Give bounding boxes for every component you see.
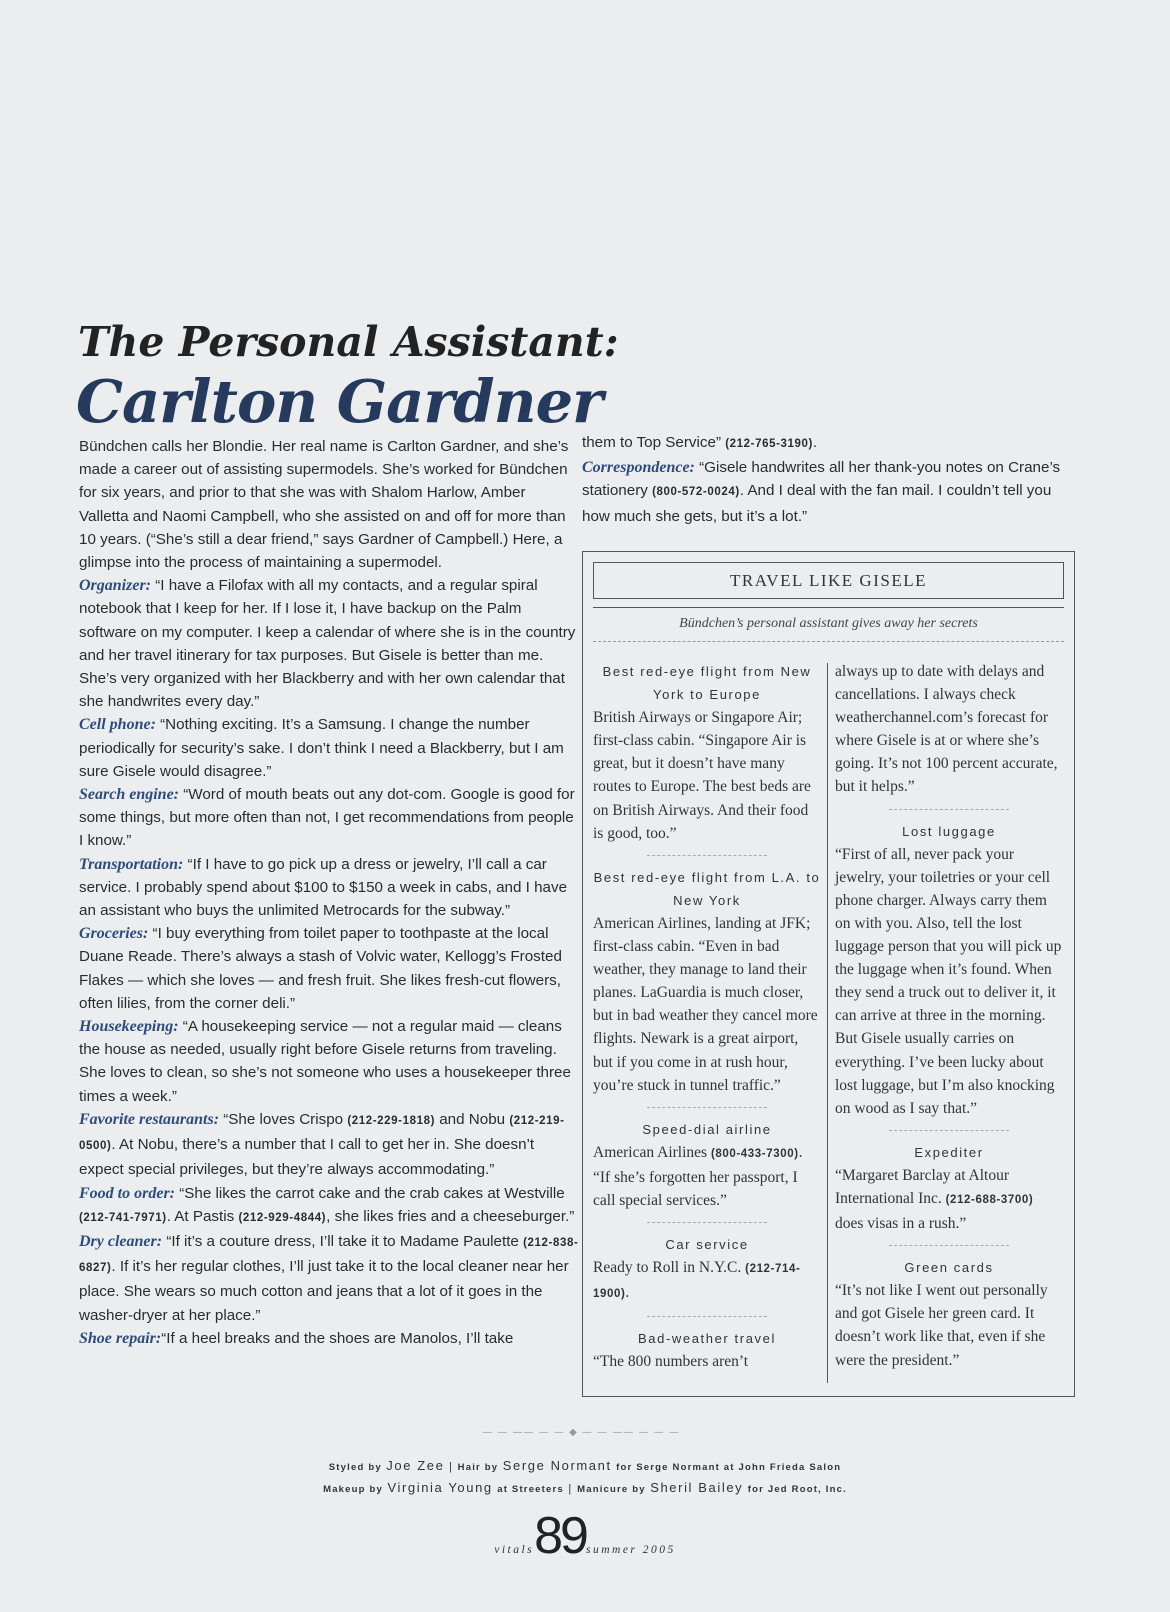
tip-body	[593, 1141, 821, 1212]
tip-heading: Expediter	[914, 1144, 984, 1160]
entry-text: “If a heel breaks and the shoes are Manolos, I’ll take	[161, 1329, 514, 1347]
credit-name: Joe Zee	[386, 1458, 445, 1473]
tip-text: “Margaret Barclay at Altour International Inc.	[835, 1166, 1010, 1207]
article-kicker: The Personal Assistant:	[78, 318, 619, 366]
entry-food-to-order	[79, 1182, 579, 1230]
entry-label: Cell phone:	[79, 716, 156, 734]
entry-text: . If it’s her regular clothes, I’ll just take it to the local cleaner near her place. She wears so much cotton and jeans that a lot of it goes in the washer-dryer at her place.”	[79, 1258, 569, 1324]
issue-date: summer 2005	[585, 1544, 676, 1556]
tip-separator	[647, 1222, 767, 1223]
tip-body	[593, 1256, 821, 1306]
travel-sidebar	[582, 551, 1075, 1397]
entry-label: Housekeeping:	[79, 1018, 179, 1036]
tip-heading: Car service	[665, 1237, 749, 1253]
credit-name: Sheril Bailey	[650, 1480, 744, 1495]
credits-line-1	[0, 1458, 1170, 1473]
tip-heading: Green cards	[904, 1260, 994, 1276]
tip-separator	[889, 1245, 1009, 1246]
credit-separator: |	[448, 1461, 458, 1473]
page-folio	[0, 1508, 1170, 1564]
credit-label: Hair by	[457, 1462, 499, 1473]
entry-label: Favorite restaurants:	[79, 1110, 220, 1128]
phone-number: (800-572-0024)	[652, 486, 740, 499]
credit-name: Serge Normant	[502, 1458, 612, 1473]
main-column-left	[79, 435, 579, 1350]
entry-label: Food to order:	[79, 1184, 175, 1202]
credit-label: Makeup by	[323, 1484, 383, 1495]
tip-body: “It’s not like I went out personally and got Gisele her green card. It doesn’t work like that, even if she were the president.”	[835, 1282, 1048, 1369]
page-number: 89	[534, 1507, 586, 1565]
tip-heading: Lost luggage	[902, 823, 996, 839]
phone-number: (212-219-0500)	[79, 1114, 565, 1153]
tip-body	[835, 1164, 1063, 1235]
entry-text: “Nothing exciting. It’s a Samsung. I change the number periodically for security’s sake. I don’t think I need a Blackberry, but I am sure Gisele would disagree.”	[79, 716, 564, 780]
tip-separator	[647, 1107, 767, 1108]
entry-shoe-repair-end	[582, 431, 1062, 456]
phone-number: (212-688-3700)	[945, 1193, 1034, 1206]
entry-housekeeping	[79, 1015, 579, 1108]
phone-number: (212-741-7971)	[79, 1211, 167, 1224]
entry-shoe-repair-start	[79, 1327, 579, 1350]
main-column-right	[582, 431, 1062, 528]
sidebar-divider	[593, 607, 1064, 608]
entry-label: Dry cleaner:	[79, 1232, 163, 1250]
entry-text: “I buy everything from toilet paper to toothpaste at the local Duane Reade. There’s always a stash of Volvic water, Kellogg’s Frosted Flakes — which she loves — and fresh fruit. She likes fresh-cut flowers, often lilies, from the corner deli.”	[79, 925, 562, 1012]
entry-transportation	[79, 853, 579, 923]
article-title: Carlton Gardner	[76, 367, 603, 436]
sidebar-divider	[593, 641, 1064, 642]
entry-text: “If it’s a couture dress, I’ll take it to Madame Paulette	[162, 1232, 524, 1250]
tip-body: “The 800 numbers aren’t	[593, 1353, 749, 1371]
entry-label: Organizer:	[79, 577, 152, 595]
credit-name: Virginia Young	[387, 1480, 493, 1495]
entry-organizer	[79, 574, 579, 713]
entry-label: Groceries:	[79, 925, 149, 943]
entry-text: . At Pastis	[166, 1207, 239, 1225]
tip-separator	[647, 1316, 767, 1317]
tip-text: .	[625, 1284, 630, 1302]
tip-text: American Airlines	[593, 1143, 711, 1161]
credit-label: at Streeters	[497, 1484, 564, 1495]
tip-body: always up to date with delays and cancellations. I always check weatherchannel.com’s forecast for where Gisele is at or where she’s going. It’s not 100 percent accurate, but it helps.”	[835, 663, 1058, 796]
entry-text: . And I deal with the fan mail. I couldn’t tell you how much she gets, but it’s a lot.”	[582, 482, 1052, 525]
entry-text: .	[812, 434, 818, 451]
tip-separator	[889, 1130, 1009, 1131]
credit-label: for Serge Normant at John Frieda Salon	[616, 1462, 842, 1473]
entry-label: Correspondence:	[582, 459, 695, 477]
entry-correspondence	[582, 456, 1062, 528]
tip-heading: Bad-weather travel	[638, 1331, 776, 1347]
entry-text: “A housekeeping service — not a regular maid — cleans the house as needed, usually right before Gisele returns from traveling. She loves to clean, so she’s not someone who uses a housekeeper three times a week.”	[79, 1018, 571, 1105]
sidebar-column-right	[835, 660, 1063, 1372]
entry-text: and Nobu	[435, 1110, 510, 1128]
phone-number: (212-929-4844)	[238, 1211, 327, 1224]
phone-number: (212-765-3190)	[725, 438, 813, 450]
tip-heading: Best red-eye flight from L.A. to New York	[593, 869, 821, 908]
tip-text: . “If she’s forgotten her passport, I call special services.”	[593, 1143, 803, 1209]
entry-groceries	[79, 922, 579, 1015]
tip-separator	[647, 855, 767, 856]
sidebar-column-left	[593, 660, 821, 1374]
entry-dry-cleaner	[79, 1230, 579, 1327]
phone-number: (800-433-7300)	[710, 1147, 799, 1160]
credit-label: Manicure by	[577, 1484, 646, 1495]
sidebar-column-rule	[827, 663, 828, 1383]
credit-label: Styled by	[328, 1462, 382, 1473]
phone-number: (212-838-6827)	[79, 1236, 579, 1275]
ornament-divider: — — —— — — ◆ — — —— — — —	[482, 1427, 680, 1438]
tip-text: Ready to Roll in N.Y.C.	[593, 1259, 746, 1277]
sidebar-subtitle: Bündchen’s personal assistant gives away her secrets	[679, 616, 978, 631]
credits-line-2	[0, 1480, 1170, 1495]
tip-heading: Best red-eye flight from New York to Europe	[602, 664, 812, 703]
entry-text: , she likes fries and a cheeseburger.”	[326, 1207, 575, 1225]
phone-number: (212-229-1818)	[347, 1114, 436, 1127]
tip-body: British Airways or Singapore Air; first-class cabin. “Singapore Air is great, but it doesn’t have many routes to Europe. The best beds are on British Airways. And their food is good, too.”	[593, 709, 811, 842]
entry-text: “I have a Filofax with all my contacts, and a regular spiral notebook that I keep for her. If I lose it, I have backup on the Palm software on my computer. I keep a calendar of where she is in the country and her travel itinerary for tax purposes. But Gisele is better than me. She’s very organized with her Blackberry and with her own calendar that she handwrites every day.”	[79, 577, 576, 711]
entry-cell-phone	[79, 713, 579, 783]
phone-number: (212-714-1900)	[593, 1263, 801, 1301]
tip-separator	[889, 809, 1009, 810]
entry-restaurants	[79, 1108, 579, 1182]
entry-search-engine	[79, 783, 579, 853]
tip-heading: Speed-dial airline	[642, 1121, 772, 1137]
entry-text: “Gisele handwrites all her thank-you notes on Crane’s stationery	[582, 459, 1061, 500]
entry-text: them to Top Service”	[582, 434, 726, 451]
sidebar-title: TRAVEL LIKE GISELE	[593, 562, 1064, 599]
entry-label: Search engine:	[79, 786, 179, 804]
credit-separator: |	[568, 1483, 578, 1495]
intro-paragraph: Bündchen calls her Blondie. Her real name is Carlton Gardner, and she’s made a career out of assisting supermodels. She’s worked for Bündchen for six years, and prior to that she was with Shalom Harlow, Amber Valletta and Naomi Campbell, who she assisted on and off for more than 10 years. (“She’s still a dear friend,” says Gardner of Campbell.) Here, a glimpse into the process of maintaining a supermodel.	[79, 438, 569, 572]
entry-text: “If I have to go pick up a dress or jewelry, I’ll call a car service. I probably spend about $100 to $150 a week in cabs, and I have an assistant who buys the unlimited Metrocards for the subway.”	[79, 855, 568, 920]
tip-body: American Airlines, landing at JFK; first-class cabin. “Even in bad weather, they manage to land their planes. LaGuardia is much closer, but in bad weather they cancel more flights. Newark is a great airport, but if you come in at rush hour, you’re stuck in tunnel traffic.”	[593, 914, 818, 1094]
entry-text: “She likes the carrot cake and the crab cakes at Westville	[175, 1184, 565, 1202]
entry-text: . At Nobu, there’s a number that I call to get her in. She doesn’t expect special privileges, but they’re always accommodating.”	[79, 1136, 535, 1179]
tip-body: “First of all, never pack your jewelry, your toiletries or your cell phone charger. Always carry them on with you. Also, tell the lost luggage person that you will pick up the luggage when it’s found. When they send a truck out to deliver it, it can arrive at three in the morning. But Gisele usually carries on everything. I’ve been lucky about lost luggage, but I’m also knocking on wood as I say that.”	[835, 845, 1062, 1117]
entry-text: “Word of mouth beats out any dot-com. Google is good for some things, but more often than not, I get recommendations from people I know.”	[79, 786, 575, 850]
tip-text: does visas in a rush.”	[835, 1215, 967, 1233]
entry-text: “She loves Crispo	[219, 1110, 348, 1128]
credit-label: for Jed Root, Inc.	[747, 1484, 847, 1495]
entry-label: Shoe repair:	[79, 1329, 162, 1347]
section-name: vitals	[494, 1544, 535, 1556]
entry-label: Transportation:	[79, 855, 184, 873]
